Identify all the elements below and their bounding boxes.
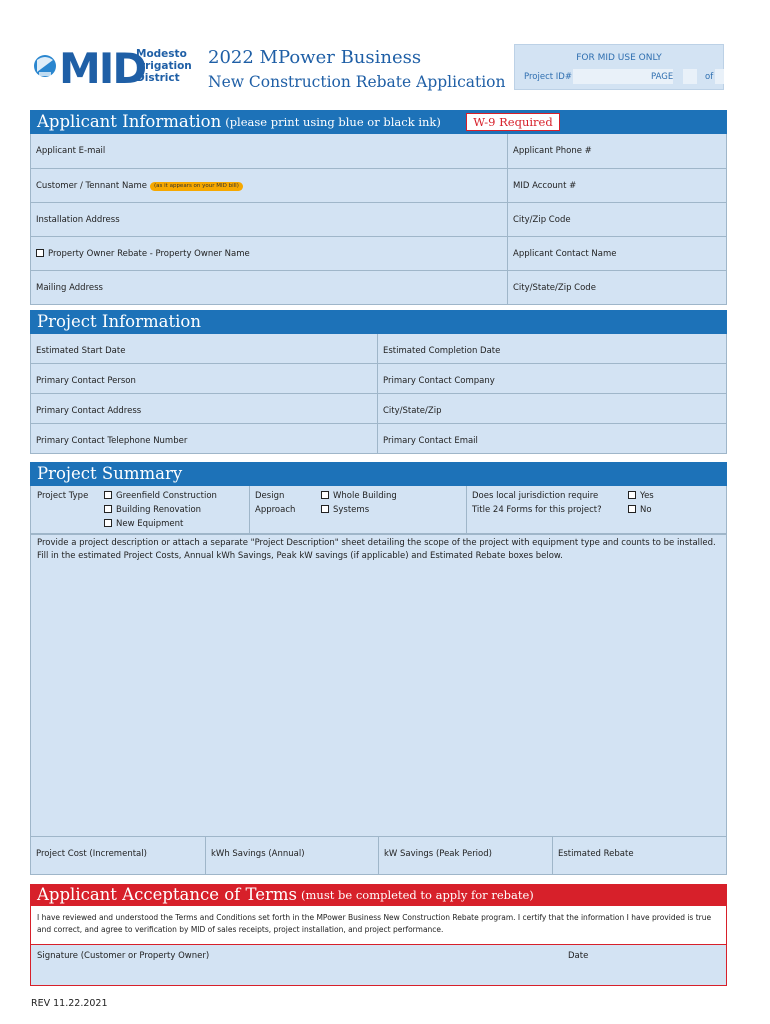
- city-zip-field[interactable]: [508, 203, 726, 236]
- whole-building-label: Whole Building: [333, 491, 397, 501]
- kw-savings-field[interactable]: [379, 837, 553, 874]
- project-heading: Project Information: [37, 312, 201, 331]
- date-field[interactable]: [568, 949, 718, 983]
- project-description-field[interactable]: [30, 534, 727, 837]
- kwh-savings-field[interactable]: [206, 837, 379, 874]
- contact-city-state-zip-field[interactable]: [378, 394, 726, 423]
- estimated-rebate-label: Estimated Rebate: [558, 849, 634, 859]
- whole-building-checkbox[interactable]: [321, 491, 329, 499]
- signature-field[interactable]: [37, 949, 557, 983]
- mid-account-label: MID Account #: [513, 181, 577, 191]
- property-owner-label: Property Owner Rebate - Property Owner Name: [48, 249, 250, 259]
- page-of-field[interactable]: [715, 69, 724, 84]
- contact-phone-label: Primary Contact Telephone Number: [36, 436, 188, 446]
- start-date-label: Estimated Start Date: [36, 346, 126, 356]
- greenfield-label: Greenfield Construction: [116, 491, 217, 501]
- mid-logo: [33, 44, 193, 93]
- design-label-1: Design: [255, 491, 285, 501]
- title-line-2: New Construction Rebate Application: [208, 73, 506, 91]
- completion-date-field[interactable]: [378, 334, 726, 363]
- project-type-label: Project Type: [37, 491, 89, 501]
- city-zip-label: City/Zip Code: [513, 215, 571, 225]
- contact-city-state-zip-label: City/State/Zip: [383, 406, 442, 416]
- title24-no-option[interactable]: [628, 505, 652, 516]
- contact-email-label: Primary Contact Email: [383, 436, 478, 446]
- customer-name-field[interactable]: [31, 169, 508, 202]
- revision-label: REV 11.22.2021: [31, 998, 108, 1009]
- applicant-phone-label: Applicant Phone #: [513, 146, 592, 156]
- logo-text: [136, 48, 192, 84]
- svg-text:MID: MID: [59, 44, 146, 93]
- project-grid: [30, 334, 727, 454]
- mailing-address-label: Mailing Address: [36, 283, 103, 293]
- design-whole-building-option[interactable]: [321, 491, 397, 502]
- applicant-email-field[interactable]: [31, 134, 508, 168]
- property-owner-field[interactable]: [31, 237, 508, 270]
- logo-line-2: Irrigation: [136, 60, 192, 72]
- summary-divider-1: [249, 486, 250, 533]
- new-equipment-label: New Equipment: [116, 519, 184, 529]
- mailing-address-field[interactable]: [31, 271, 508, 304]
- applicant-section-header: [30, 110, 727, 134]
- summary-options: [30, 486, 727, 534]
- systems-checkbox[interactable]: [321, 505, 329, 513]
- signature-label: Signature (Customer or Property Owner): [37, 951, 210, 961]
- logo-line-3: District: [136, 72, 180, 84]
- w9-required-badge: W-9 Required: [466, 113, 560, 131]
- applicant-subheading: (please print using blue or black ink): [225, 115, 441, 129]
- title-line-1: 2022 MPower Business: [208, 47, 422, 68]
- mid-use-only-heading: FOR MID USE ONLY: [576, 53, 662, 63]
- title24-yes-label: Yes: [640, 491, 654, 501]
- property-owner-rebate-checkbox[interactable]: [36, 249, 44, 257]
- applicant-contact-label: Applicant Contact Name: [513, 249, 617, 259]
- terms-box: [30, 906, 727, 986]
- project-id-label: Project ID#: [524, 72, 572, 82]
- applicant-phone-field[interactable]: [508, 134, 726, 168]
- project-cost-label: Project Cost (Incremental): [36, 849, 147, 859]
- applicant-contact-field[interactable]: [508, 237, 726, 270]
- mid-logo-mark-icon: [33, 44, 146, 93]
- customer-note-badge: (as it appears on your MID bill): [150, 182, 243, 191]
- systems-label: Systems: [333, 505, 370, 515]
- contact-person-label: Primary Contact Person: [36, 376, 136, 386]
- terms-text: I have reviewed and understood the Terms and Conditions set forth in the MPower Business New Construction Rebate program. I certify that the information I have provided is true and correct, and agree to verification by MID of sales receipts, project installation, and project performance.: [37, 913, 712, 934]
- type-renovation-option[interactable]: [104, 505, 201, 516]
- applicant-grid: [30, 134, 727, 305]
- customer-name-label: Customer / Tennant Name: [36, 181, 148, 191]
- summary-section-header: [30, 462, 727, 486]
- contact-person-field[interactable]: [31, 364, 378, 393]
- design-systems-option[interactable]: [321, 505, 369, 516]
- contact-email-field[interactable]: [378, 424, 726, 453]
- logo-line-1: Modesto: [136, 48, 187, 60]
- type-new-equipment-option[interactable]: [104, 519, 183, 530]
- city-state-zip-label: City/State/Zip Code: [513, 283, 596, 293]
- contact-company-field[interactable]: [378, 364, 726, 393]
- summary-divider-2: [466, 486, 467, 533]
- page-label: PAGE: [651, 72, 674, 82]
- terms-section-header: [30, 884, 727, 906]
- project-section-header: [30, 310, 727, 334]
- title24-yes-option[interactable]: [628, 491, 654, 502]
- completion-date-label: Estimated Completion Date: [383, 346, 501, 356]
- terms-heading: Applicant Acceptance of Terms: [37, 885, 298, 904]
- project-cost-field[interactable]: [31, 837, 206, 874]
- city-state-zip-field[interactable]: [508, 271, 726, 304]
- contact-address-field[interactable]: [31, 394, 378, 423]
- title24-yes-checkbox[interactable]: [628, 491, 636, 499]
- summary-heading: Project Summary: [37, 464, 183, 483]
- renovation-label: Building Renovation: [116, 505, 202, 515]
- installation-address-label: Installation Address: [36, 215, 120, 225]
- of-label: of: [705, 72, 714, 82]
- applicant-heading: Applicant Information: [37, 112, 222, 131]
- installation-address-field[interactable]: [31, 203, 508, 236]
- renovation-checkbox[interactable]: [104, 505, 112, 513]
- title24-no-checkbox[interactable]: [628, 505, 636, 513]
- mid-use-only-box: [514, 44, 724, 90]
- date-label: Date: [568, 951, 589, 961]
- project-description-instructions: Provide a project description or attach a separate "Project Description" sheet detailing the scope of the project with equipment type and counts to be installed. Fill in the estimated Project Costs, Annual kWh Savings, Peak kW savings (if applicable) and Estimated Rebate boxes below.: [37, 538, 716, 561]
- contact-phone-field[interactable]: [31, 424, 378, 453]
- type-greenfield-option[interactable]: [104, 491, 217, 502]
- kw-savings-label: kW Savings (Peak Period): [384, 849, 492, 859]
- estimated-rebate-field[interactable]: [553, 837, 726, 874]
- page-field[interactable]: [683, 69, 697, 84]
- title24-question-line-1: Does local jurisdiction require: [472, 491, 599, 501]
- page-title: [208, 46, 506, 94]
- greenfield-checkbox[interactable]: [104, 491, 112, 499]
- title24-question-line-2: Title 24 Forms for this project?: [472, 505, 602, 515]
- signature-row: [31, 944, 726, 985]
- terms-subheading: (must be completed to apply for rebate): [301, 888, 534, 902]
- contact-company-label: Primary Contact Company: [383, 376, 495, 386]
- kwh-savings-label: kWh Savings (Annual): [211, 849, 305, 859]
- start-date-field[interactable]: [31, 334, 378, 363]
- new-equipment-checkbox[interactable]: [104, 519, 112, 527]
- contact-address-label: Primary Contact Address: [36, 406, 142, 416]
- design-label-2: Approach: [255, 505, 296, 515]
- mid-account-field[interactable]: [508, 169, 726, 202]
- title24-no-label: No: [640, 505, 652, 515]
- savings-grid: [30, 837, 727, 875]
- applicant-email-label: Applicant E-mail: [36, 146, 106, 156]
